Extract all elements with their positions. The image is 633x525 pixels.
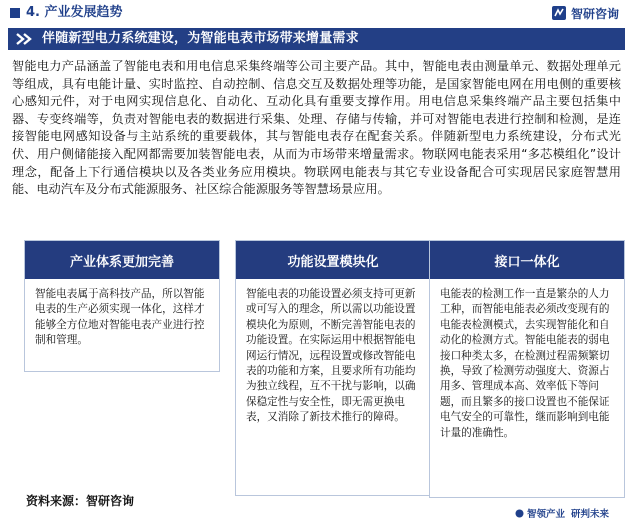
brand-slogan-1: 智领产业 <box>527 509 566 520</box>
card-body: 智能电表属于高科技产品，所以智能电表的生产必须实现一体化，这样才能够全方位地对智能电表产业进行控制和管理。 <box>35 288 205 347</box>
card-body: 电能表的检测工作一直是繁杂的人力工种，而智能电能表必须改变现有的电能表检测模式，去实现智能化和自动化的检测方式。智能电能表的弱电接口种类太多，在检测过程需频繁切换，导致了检测劳动强度大、资源占用多、管理成本高、效率低下等问题，而且繁多的接口设置也不能保证电气安全的可靠性，继而影响到电能计量的准确性。 <box>440 288 610 439</box>
page-header <box>0 0 633 26</box>
brand-logo <box>551 4 619 22</box>
card-title: 功能设置模块化 <box>236 241 430 279</box>
card-interface-integration <box>429 240 625 498</box>
card-body: 智能电表的功能设置必须支持可更新或可写入的理念，所以需以功能设置模块化为原则，不断完善智能电表的功能设置。在实际运用中根据智能电网运行情况，远程设置或修改智能电表的功能和方案，且要求所有功能均为独立线程，互不干扰与影响，以确保稳定性与安全性，即无需更换电表，又消除了新技术推行的障碍。 <box>246 288 416 424</box>
card-modular-functions <box>235 240 431 496</box>
banner-title: 伴随新型电力系统建设，为智能电表市场带来增量需求 <box>42 31 359 46</box>
logo-text: 智研咨询 <box>570 6 619 21</box>
double-chevron-icon <box>16 33 36 45</box>
footer-brand <box>515 506 615 520</box>
card-industry-system <box>24 240 220 372</box>
brand-mark-icon <box>515 509 524 518</box>
logo-icon <box>551 5 567 21</box>
section-title: 4. 产业发展趋势 <box>26 5 123 20</box>
card-title: 接口一体化 <box>430 241 624 279</box>
section-marker <box>10 8 20 18</box>
source-note: 资料来源：智研咨询 <box>26 494 135 508</box>
title-banner <box>8 28 625 50</box>
brand-slogan-2: 研判未来 <box>571 509 610 520</box>
card-title: 产业体系更加完善 <box>25 241 219 279</box>
intro-paragraph: 智能电力产品涵盖了智能电表和用电信息采集终端等公司主要产品。其中，智能电表由测量单元、数据处理单元等组成，具有电能计量、实时监控、自动控制、信息交互及数据处理等功能，是国家智能电网在用电侧的重要核心感知元件，对于电网实现信息化、自动化、互动化具有重要支撑作用。用电信息采集终端产品主要包括集中器、专变终端等，负责对智能电表的数据进行采集、处理、存储与传输，并可对智能电表进行控制和检测，是连接智能电网感知设备与主站系统的重要载体，其与智能电表存在配套关系。伴随新型电力系统建设，分布式光伏、用户侧储能接入配网都需要加装智能电表，从而为市场带来增量需求。物联网电能表采用“多芯模组化”设计理念，配备上下行通信模块以及各类业务应用模块。物联网电能表与其它专业设备配合可实现居民家庭智慧用能、电动汽车及分布式能源服务、社区综合能源服务等智慧场景应用。 <box>12 59 621 197</box>
